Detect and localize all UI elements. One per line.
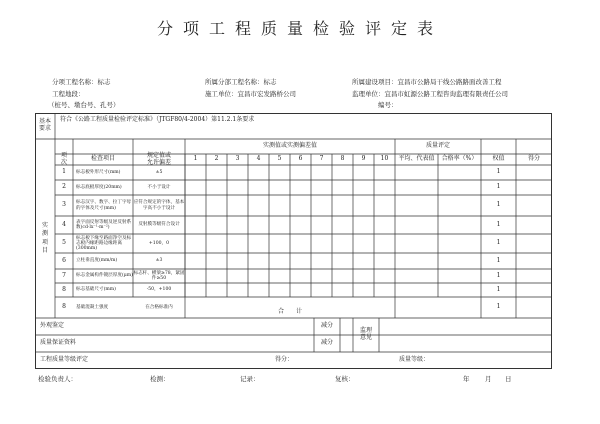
row-2-spec: 不小于设计 <box>147 184 171 190</box>
parent-project-label: 所属分部工程名称： <box>205 78 264 86</box>
row-7-no: 7 <box>62 271 66 279</box>
point-header-2: 2 <box>214 155 219 163</box>
basic-requirements-text: 符合《公路工程质量检验评定标准》（JTGF80/4-2004）第11.2.1条要求 <box>60 115 255 123</box>
month-label: 月 <box>485 375 492 383</box>
score-label: 得分： <box>275 356 294 364</box>
supervisor-label: 监理单位： <box>352 90 385 98</box>
basic-requirements-label: 基本 要求 <box>38 118 51 132</box>
tester-label: 检测： <box>150 375 170 383</box>
grade-label: 工程质量等级评定 <box>40 356 89 364</box>
supervisor <box>352 89 508 98</box>
column-header-average: 平均、代表值 <box>398 155 435 163</box>
row-8-no: 8 <box>62 285 66 293</box>
inspection-table <box>35 113 552 369</box>
supervisor-value: 宜昌市虹源公路工程咨询监理有限责任公司 <box>384 90 508 98</box>
row-6-weight: 1 <box>496 256 501 264</box>
supervisor-opinion-label: 监理 意见 <box>359 327 372 341</box>
column-header-pass-rate: 合格率（%） <box>441 155 478 163</box>
row-5-item: 标志板下缘至路面净空及标志板内缘距路边缘距离(300mm) <box>76 235 132 252</box>
contractor <box>205 89 296 98</box>
point-header-6: 6 <box>298 155 303 163</box>
contractor-value: 宜昌市宏发路桥公司 <box>237 90 296 98</box>
column-header-spec: 规定值或 允许偏差 <box>146 151 171 166</box>
construction-value: 宜昌市公路局干线公路路面改善工程 <box>397 78 502 86</box>
row-2-weight: 1 <box>496 183 501 191</box>
row-3-no: 3 <box>62 201 66 209</box>
row-4-item: 表字面反射等级及逆反射系数(cd·lx⁻¹·m⁻²) <box>76 219 132 230</box>
column-header-weight: 权值 <box>492 155 505 163</box>
quality-data-label: 质量保证资料 <box>40 339 77 347</box>
row-4-spec: 反射膜等级符合设计 <box>138 222 180 228</box>
point-header-9: 9 <box>361 155 366 163</box>
inspector-label: 检验负责人： <box>38 375 77 383</box>
row-1-weight: 1 <box>496 168 501 176</box>
contractor-label: 施工单位： <box>205 90 238 98</box>
row-6-spec: ±3 <box>155 258 163 264</box>
row-5-spec: +100，0 <box>148 240 170 246</box>
appearance-deduct-label: 减分 <box>320 322 333 330</box>
row-5-weight: 1 <box>496 239 501 247</box>
column-header-no: 项 次 <box>60 151 67 166</box>
column-header-score: 得分 <box>527 155 540 163</box>
row-6-item: 立柱垂直度(mm/m) <box>76 258 118 264</box>
measured-items-label: 实 测 项 目 <box>41 221 48 254</box>
row-7-weight: 1 <box>496 271 501 279</box>
data-deduct-label: 减分 <box>320 339 333 347</box>
row-7-spec: 标志杆、横梁≥78，紧固件≥50 <box>133 270 185 281</box>
row-9-spec: 在合格标准内 <box>145 304 173 310</box>
project-name <box>52 77 111 86</box>
construction-project <box>352 77 502 86</box>
form-title: 分项工程质量检验评定表 <box>156 19 443 38</box>
row-3-weight: 1 <box>496 201 501 209</box>
row-3-spec: 应符合规定的字体，基本字高不小于设计 <box>133 200 185 211</box>
row-6-no: 6 <box>62 256 66 264</box>
point-header-7: 7 <box>319 155 324 163</box>
column-header-item: 检查项目 <box>90 155 115 163</box>
row-4-no: 4 <box>62 220 66 228</box>
work-location-label: 工程地段： <box>52 90 85 98</box>
point-header-8: 8 <box>340 155 345 163</box>
row-5-no: 5 <box>62 239 66 247</box>
row-1-item: 标志板外形尺寸(mm) <box>76 169 121 175</box>
row-8-weight: 1 <box>496 285 501 293</box>
point-header-10: 10 <box>380 155 389 163</box>
day-label: 日 <box>505 375 512 383</box>
recorder-label: 记录： <box>240 375 260 383</box>
row-4-weight: 1 <box>496 220 501 228</box>
year-label: 年 <box>463 375 470 383</box>
row-1-no: 1 <box>62 168 66 176</box>
row-9-item: 基础混凝土强度 <box>76 304 109 310</box>
row-8-item: 标志基础尺寸(mm) <box>76 287 116 293</box>
row-1-spec: ±5 <box>155 169 163 175</box>
form-number-label: 编号： <box>378 101 398 109</box>
quality-grade-label: 质量等级： <box>399 356 430 364</box>
construction-label: 所属建设项目： <box>352 78 398 86</box>
point-header-3: 3 <box>235 155 240 163</box>
row-3-item: 标志汉字、数字、拉丁字母的字体及尺寸(mm) <box>76 200 132 211</box>
project-name-label: 分项工程名称： <box>52 78 98 86</box>
point-header-4: 4 <box>256 155 261 163</box>
point-header-1: 1 <box>193 155 198 163</box>
point-header-5: 5 <box>277 155 282 163</box>
parent-project <box>205 77 277 86</box>
column-header-measured: 实测值或实测偏差值 <box>262 142 317 150</box>
pile-number-label: （桩号、墩台号、孔号） <box>48 101 120 109</box>
appearance-label: 外观鉴定 <box>40 322 65 330</box>
total-label: 合 计 <box>277 307 302 315</box>
row-9-no: 8 <box>62 303 66 311</box>
row-2-item: 标志底板厚度(20mm) <box>76 184 122 190</box>
row-2-no: 2 <box>62 183 66 191</box>
row-8-spec: -50，+100 <box>146 287 172 293</box>
row-7-item: 标志金属构件镀层厚度(μm) <box>76 273 133 279</box>
row-9-weight: 1 <box>496 303 501 311</box>
project-name-value: 标志 <box>97 78 111 86</box>
reviewer-label: 复核： <box>335 375 355 383</box>
parent-project-value: 标志 <box>263 78 277 86</box>
column-header-evaluation: 质量评定 <box>425 142 450 150</box>
